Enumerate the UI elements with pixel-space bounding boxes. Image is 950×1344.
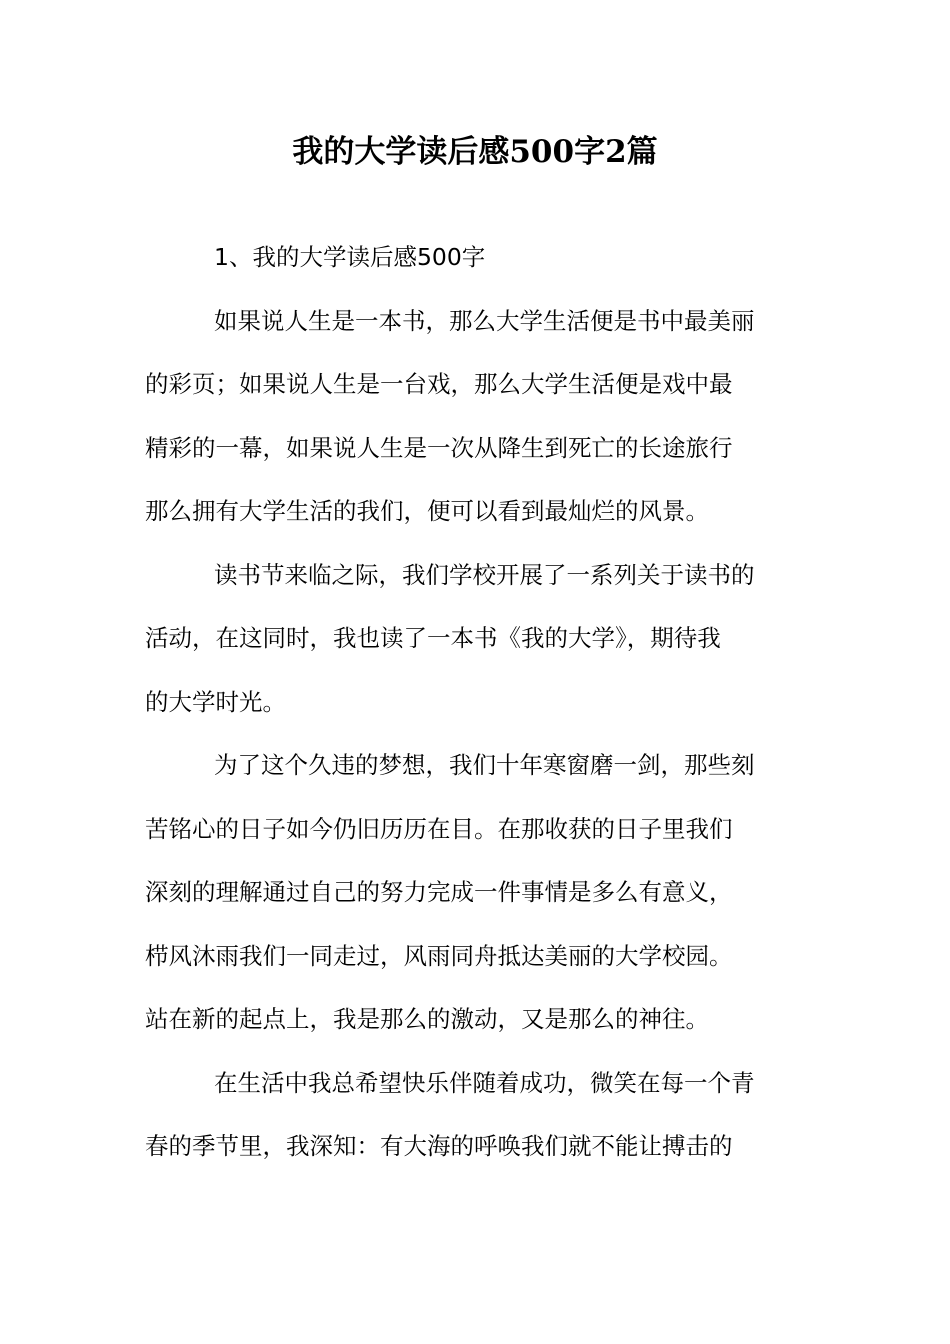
document-title: 我的大学读后感500字2篇 xyxy=(292,134,658,170)
paragraph-line: 那么拥有大学生活的我们，便可以看到最灿烂的风景。 xyxy=(145,497,709,525)
document-body xyxy=(145,226,807,1179)
paragraph-line: 为了这个久违的梦想，我们十年寒窗磨一剑，那些刻 xyxy=(214,751,755,779)
paragraph-line: 读书节来临之际，我们学校开展了一系列关于读书的 xyxy=(214,560,755,589)
paragraph-line: 苦铭心的日子如今仍旧历历在目。在那收获的日子里我们 xyxy=(145,814,733,843)
paragraph-line: 深刻的理解通过自己的努力完成一件事情是多么有意义， xyxy=(145,878,733,906)
paragraph-line: 栉风沐雨我们一同走过，风雨同舟抵达美丽的大学校园。 xyxy=(145,941,733,970)
paragraph-line: 在生活中我总希望快乐伴随着成功，微笑在每一个青 xyxy=(214,1068,755,1097)
paragraph-line: 的大学时光。 xyxy=(145,687,286,716)
paragraph-line: 精彩的一幕，如果说人生是一次从降生到死亡的长途旅行 xyxy=(145,433,733,462)
paragraph-line: 如果说人生是一本书，那么大学生活便是书中最美丽 xyxy=(214,306,755,335)
paragraph-line: 春的季节里，我深知：有大海的呼唤我们就不能让搏击的 xyxy=(145,1132,733,1160)
paragraph-line: 活动，在这同时，我也读了一本书《我的大学》，期待我 xyxy=(145,624,721,652)
section-heading: 1、我的大学读后感500字 xyxy=(214,243,486,271)
paragraph-line: 站在新的起点上，我是那么的激动，又是那么的神往。 xyxy=(145,1005,709,1033)
paragraph-line: 的彩页；如果说人生是一台戏，那么大学生活便是戏中最 xyxy=(145,370,733,398)
